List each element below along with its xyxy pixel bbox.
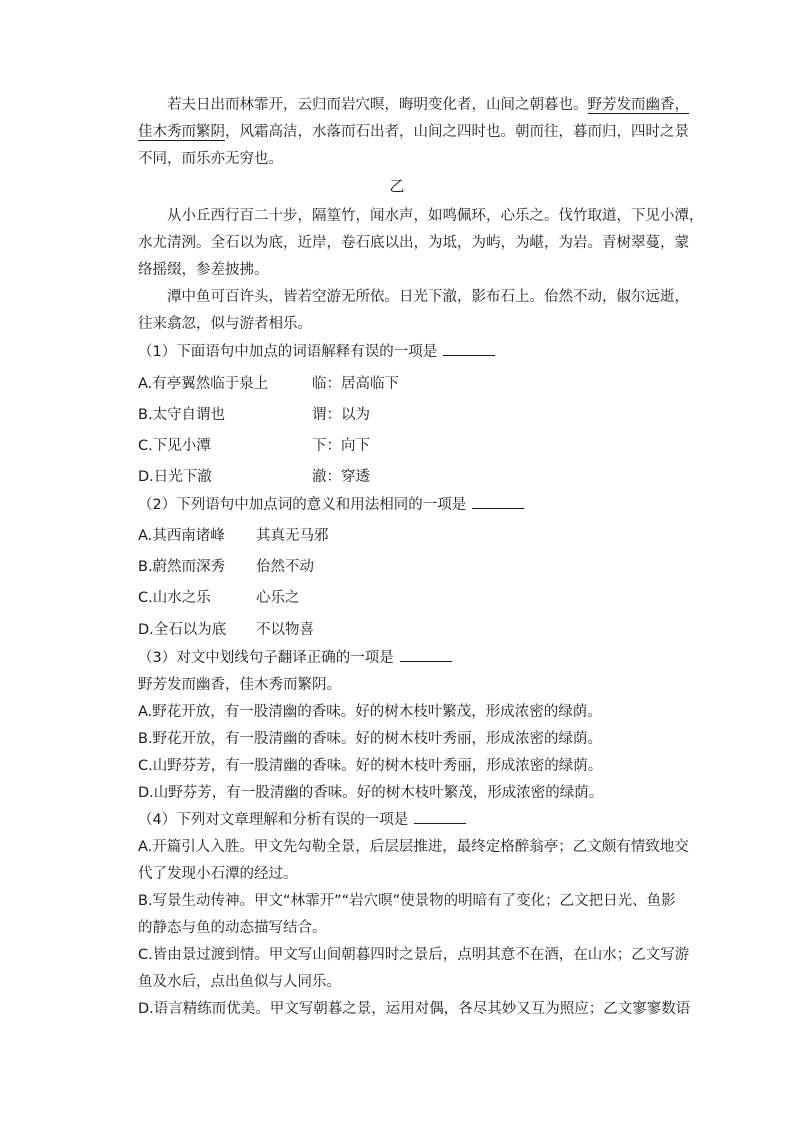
q4-option-c-line1: C.皆由景过渡到情。甲文写山间朝暮四时之景后，点明其意不在酒，在山水；乙文写游 — [138, 947, 690, 963]
q2-option-c-left: C.山水之乐 — [138, 590, 211, 606]
q2-stem: （2）下列语句中加点词的意义和用法相同的一项是 — [138, 492, 524, 519]
jia-line-2 — [138, 119, 689, 146]
answer-blank — [414, 809, 466, 824]
q2-option-c-right: 心乐之 — [256, 590, 300, 606]
answer-blank — [472, 494, 524, 509]
q3-option-b: B.野花开放，有一股清幽的香味。好的树木枝叶秀丽，形成浓密的绿荫。 — [138, 731, 603, 747]
q2-option-d-right: 不以物喜 — [256, 622, 314, 638]
q4-stem: （4）下列对文章理解和分析有误的一项是 — [138, 807, 466, 834]
q1-option-c-right: 下：向下 — [312, 438, 370, 454]
q4-option-c-line2: 鱼及水后，点出鱼似与人同乐。 — [138, 974, 341, 990]
q3-sentence: 野芳发而幽香，佳木秀而繁阴。 — [138, 677, 341, 693]
q1-option-a-left: A.有亭翼然临于泉上 — [138, 376, 269, 392]
jia-text: 若夫日出而林霏开，云归而岩穴暝，晦明变化者，山间之朝暮也。 — [167, 97, 588, 113]
q1-option-b-right: 谓：以为 — [312, 407, 370, 423]
yi-p1-line3: 络摇缀，参差披拂。 — [138, 262, 269, 278]
q1-option-d-right: 澈：穿透 — [312, 469, 370, 485]
q4-option-d-line1: D.语言精练而优美。甲文写朝暮之景，运用对偶，各尽其妙又互为照应；乙文寥寥数语 — [138, 1001, 691, 1017]
q2-option-a-right: 其真无马邪 — [256, 528, 329, 544]
jia-text: ，风霜高洁，水落而石出者，山间之四时也。朝而往，暮而归，四时之景 — [225, 124, 689, 140]
q2-option-b-left: B.蔚然而深秀 — [138, 559, 226, 575]
q3-option-c: C.山野芬芳，有一股清幽的香味。好的树木枝叶秀丽，形成浓密的绿荫。 — [138, 758, 603, 774]
q1-option-b-left: B.太守自谓也 — [138, 407, 226, 423]
q4-option-b-line1: B.写景生动传神。甲文“林霏开”“岩穴暝”使景物的明暗有了变化；乙文把日光、鱼影 — [138, 893, 676, 909]
section-title-yi: 乙 — [389, 177, 405, 195]
q2-option-a-left: A.其西南诸峰 — [138, 528, 225, 544]
underlined-sentence-part1: 野芳发而幽香， — [587, 97, 689, 113]
q1-option-a-right: 临：居高临下 — [312, 376, 399, 392]
jia-line-3: 不同，而乐亦无穷也。 — [138, 151, 283, 167]
yi-p1-line2: 水尤清洌。全石以为底，近岸，卷石底以出，为坻，为屿，为嵁，为岩。青树翠蔓，蒙 — [138, 235, 689, 251]
q3-stem: （3）对文中划线句子翻译正确的一项是 — [138, 645, 452, 672]
yi-p2-line1: 潭中鱼可百许头，皆若空游无所依。日光下澈，影布石上。佁然不动，俶尔远逝， — [167, 289, 689, 305]
yi-p2-line2: 往来翕忽，似与游者相乐。 — [138, 316, 312, 332]
q3-option-d: D.山野芬芳，有一股清幽的香味。好的树木枝叶繁茂，形成浓密的绿荫。 — [138, 785, 604, 801]
yi-p1-line1: 从小丘西行百二十步，隔篁竹，闻水声，如鸣佩环，心乐之。伐竹取道，下见小潭， — [167, 208, 704, 224]
q1-stem: （1）下面语句中加点的词语解释有误的一项是 — [138, 339, 495, 366]
answer-blank — [400, 647, 452, 662]
q1-option-d-left: D.日光下澈 — [138, 469, 212, 485]
q2-option-d-left: D.全石以为底 — [138, 622, 227, 638]
q1-option-c-left: C.下见小潭 — [138, 438, 211, 454]
underlined-sentence-part2: 佳木秀而繁阴 — [138, 124, 225, 140]
answer-blank — [443, 341, 495, 356]
q4-option-b-line2: 的静态与鱼的动态描写结合。 — [138, 920, 327, 936]
q4-option-a-line1: A.开篇引人入胜。甲文先勾勒全景，后层层推进，最终定格醉翁亭；乙文颇有情致地交 — [138, 839, 689, 855]
q3-option-a: A.野花开放，有一股清幽的香味。好的树木枝叶繁茂，形成浓密的绿荫。 — [138, 704, 602, 720]
q4-option-a-line2: 代了发现小石潭的经过。 — [138, 866, 298, 882]
jia-line-1 — [138, 92, 689, 119]
q2-option-b-right: 佁然不动 — [256, 559, 314, 575]
